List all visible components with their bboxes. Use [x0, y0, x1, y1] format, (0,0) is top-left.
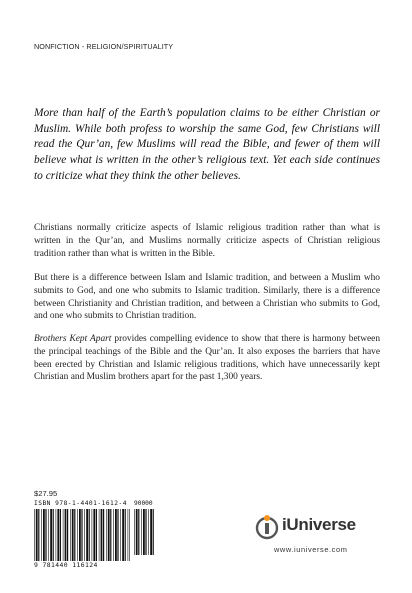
publisher-url: www.iuniverse.com	[274, 545, 348, 554]
lead-paragraph: More than half of the Earth’s population claims to be either Christian or Muslim. While both profess to worship the same God, few Christians will read the Qur’an, few Muslims will read the Bible, and fewer of them will believe what is written in the other’s religious text. Yet each side continues to criticize what they think the other believes.	[34, 107, 380, 182]
body-paragraph-3-text: provides compelling evidence to show that there is harmony between the principal teachings of the Bible and the Qur’an. It also exposes the barriers that have been erected by Christian and Islamic religious traditions, which have unnecessarily kept Christian and Muslim brothers apart for the past 1,300 years.	[34, 334, 381, 383]
book-title: Brothers Kept Apart	[34, 334, 112, 344]
body-paragraph-1: Christians normally criticize aspects of Islamic religious tradition rather than what is written in the Qur’an, and Muslims normally criticize aspects of Christian religious tradition rather than what is written in the Bible.	[34, 223, 380, 259]
publisher-logo-icon	[254, 513, 280, 541]
publisher-name: iUniverse	[282, 515, 356, 534]
body-paragraph-2: But there is a difference between Islam and Islamic tradition, and between a Muslim who submits to God, and one who submits to Islamic tradition. Similarly, there is a difference between Christianity and Christian tradition, and between a Christian who submits to God, and one who submits to Christian tradition.	[34, 273, 380, 322]
price: $27.95	[34, 489, 58, 498]
addon-barcode-icon	[134, 509, 154, 555]
barcode	[34, 500, 152, 570]
category-label: NONFICTION - RELIGION/SPIRITUALITY	[34, 42, 174, 51]
ean-barcode-icon	[34, 509, 130, 561]
isbn-text: ISBN 978-1-4401-1612-4	[34, 500, 127, 507]
ean-digits: 9 781440 116124	[34, 561, 98, 569]
body-paragraph-3	[34, 333, 380, 384]
price-code: 90000	[134, 500, 153, 507]
publisher-block	[254, 513, 394, 563]
